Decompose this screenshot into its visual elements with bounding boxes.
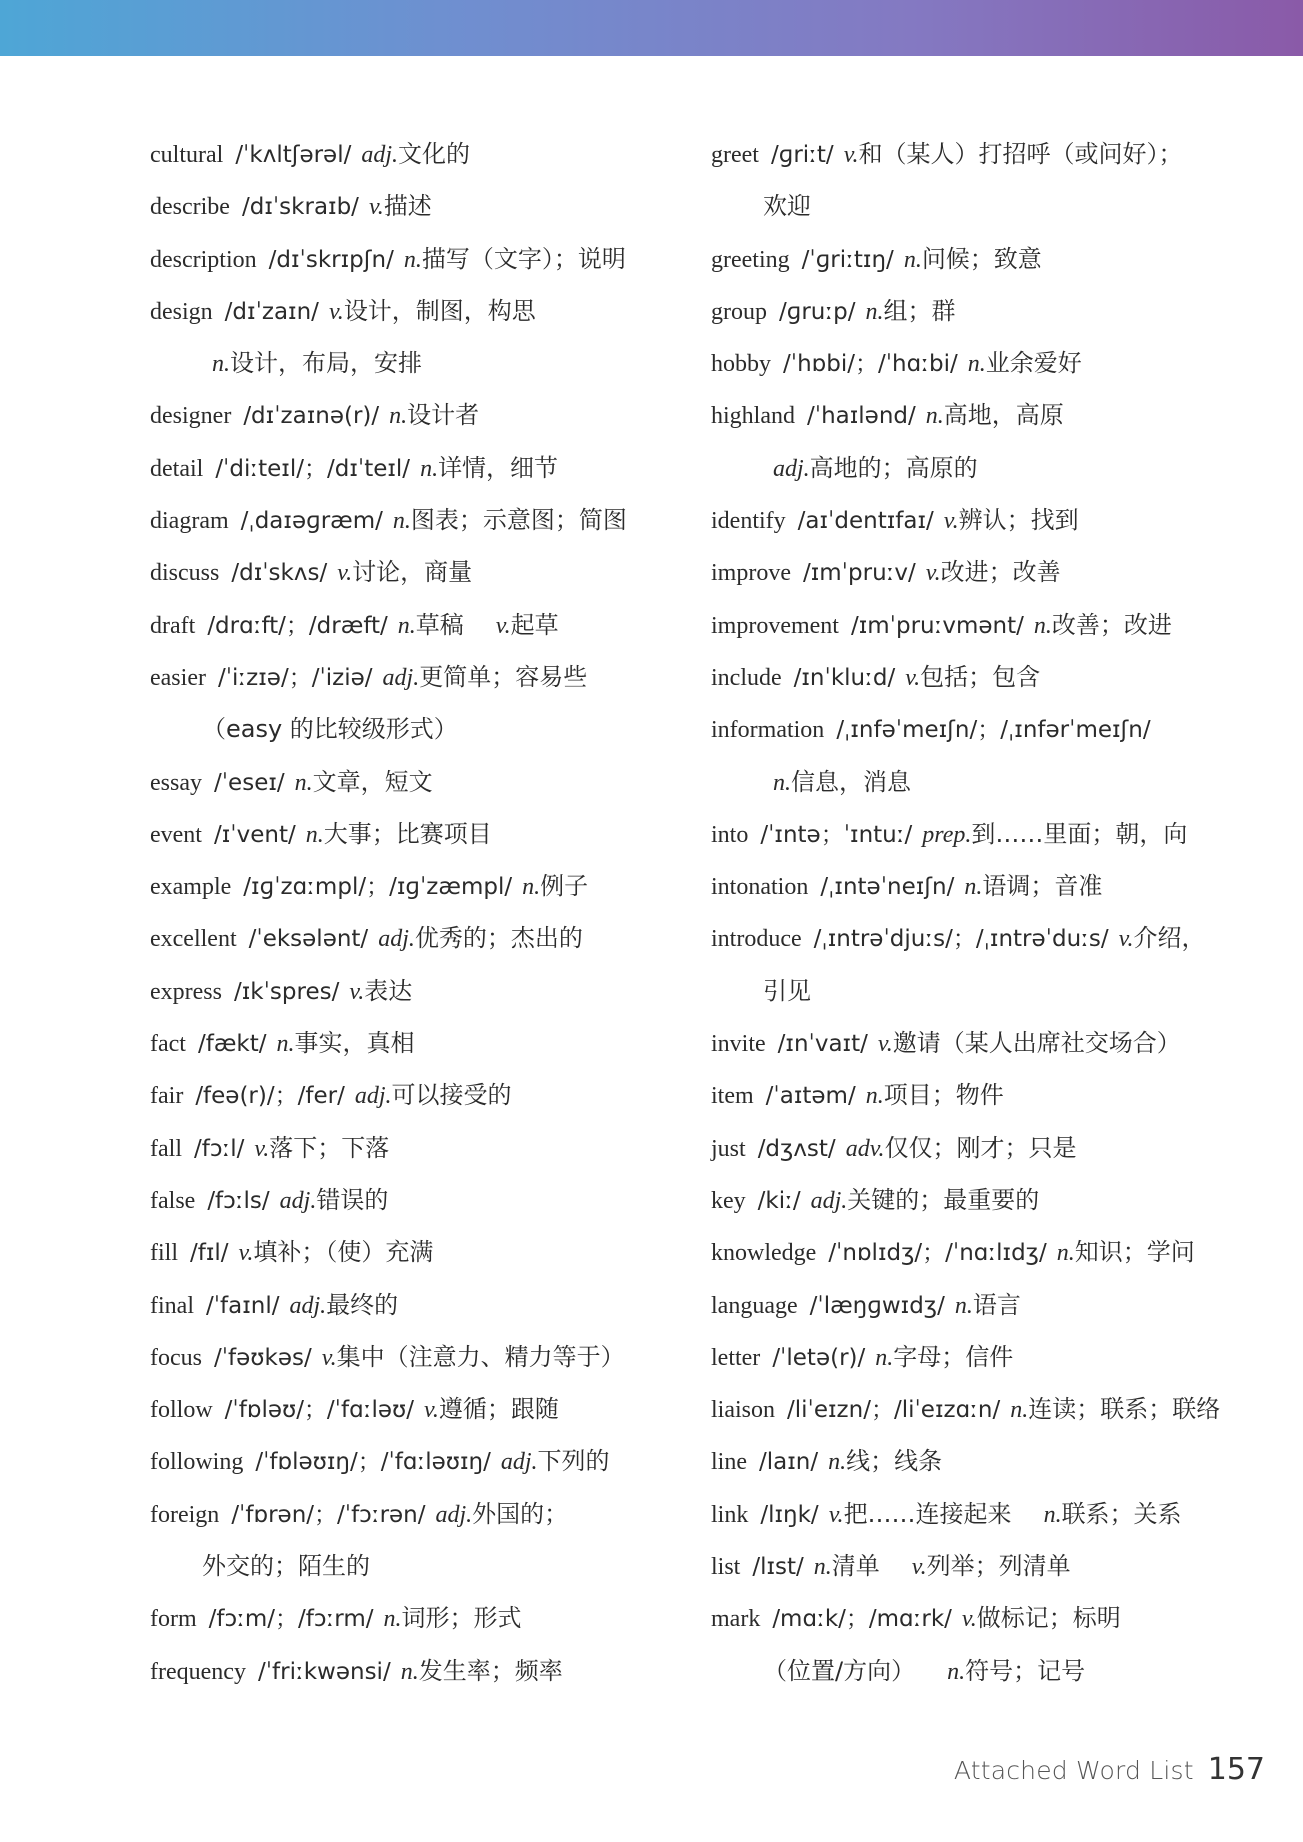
word-entry [711,233,1271,285]
phonetic-transcription: /ˈfɒləʊ/；/ˈfɑːləʊ/ [224,1397,414,1424]
headword: frequency [150,1658,246,1685]
part-of-speech: n. [1056,1240,1075,1267]
phonetic-transcription: /ˌɪntrəˈdjuːs/；/ˌɪntrəˈduːs/ [813,926,1109,953]
part-of-speech: n. [276,1031,295,1058]
word-entry [150,912,690,964]
chinese-gloss: 讨论，商量 [352,558,473,587]
chinese-gloss: 优秀的；杰出的 [414,924,583,953]
phonetic-transcription: /ˈdiːteɪl/；/dɪˈteɪl/ [215,455,411,482]
headword: hobby [711,351,771,378]
part-of-speech: v. [328,298,344,325]
word-entry [711,808,1271,860]
word-entry [150,1331,690,1383]
part-of-speech: adj. [382,664,420,691]
phonetic-transcription: /ˈfriːkwənsi/ [257,1658,391,1685]
chinese-gloss: 文化的 [398,140,471,168]
phonetic-transcription: /dɪˈskrɪpʃn/ [268,246,394,273]
chinese-gloss: 遵循；跟随 [438,1395,559,1424]
phonetic-transcription: /ɪnˈkluːd/ [793,664,896,691]
word-entry [150,808,690,860]
part-of-speech: adj. [435,1501,473,1528]
chinese-gloss: 和（某人）打招呼（或问好）； [858,140,1183,168]
entry-continuation-line [150,703,690,755]
word-entry [150,1174,690,1226]
chinese-gloss: 引见 [763,976,811,1005]
part-of-speech: adj. [500,1449,538,1476]
page-number: 157 [1207,1752,1265,1787]
page-footer [954,1752,1265,1787]
chinese-gloss: 最终的 [326,1290,399,1319]
word-entry [711,337,1271,389]
entry-continuation-line [711,180,1271,232]
phonetic-transcription: /fɔːm/；/fɔːrm/ [208,1606,374,1633]
headword: invite [711,1031,766,1058]
chinese-gloss: 发生率；频率 [418,1656,563,1685]
chinese-gloss: 设计，制图，构思 [343,296,536,325]
word-entry [150,233,690,285]
word-entry [711,1122,1271,1174]
chinese-gloss: 表达 [364,976,413,1005]
part-of-speech: n. [294,769,313,796]
phonetic-transcription: /ɪmˈpruːv/ [802,560,916,587]
part-of-speech: adj. [810,1187,848,1214]
word-entry [150,285,690,337]
word-entry [150,1435,690,1487]
part-of-speech: v. [238,1240,254,1267]
part-of-speech: v. [843,142,859,168]
phonetic-transcription: /ˈiːzɪə/；/ˈiziə/ [217,664,373,691]
phonetic-transcription: /ˌɪnfəˈmeɪʃn/；/ˌɪnfərˈmeɪʃn/ [836,717,1151,744]
phonetic-transcription: /mɑːk/；/mɑːrk/ [772,1606,952,1633]
entry-continuation-line [150,1540,690,1592]
phonetic-transcription: /ˈɡriːtɪŋ/ [801,246,894,273]
part-of-speech: v. [905,664,921,691]
phonetic-transcription: /dɪˈskʌs/ [231,560,328,587]
chinese-gloss: 仅仅；刚才；只是 [884,1133,1077,1162]
chinese-gloss: 词形；形式 [401,1604,522,1633]
headword: mark [711,1606,761,1633]
word-entry [150,1279,690,1331]
word-entry [150,1069,690,1121]
word-entry [150,546,690,598]
phonetic-transcription: /laɪn/ [759,1449,819,1476]
part-of-speech: v. [349,978,365,1005]
part-of-speech: v. [828,1501,844,1528]
part-of-speech: v. [254,1135,270,1162]
headword: example [150,874,232,901]
phonetic-transcription: /ˌɪntəˈneɪʃn/ [820,874,955,901]
part-of-speech: n. [954,1292,973,1319]
phonetic-transcription: /ˈhaɪlənd/ [807,403,916,430]
chinese-gloss: 事实，真相 [294,1029,415,1058]
part-of-speech: adj. [378,926,415,953]
word-entry [150,1122,690,1174]
headword: link [711,1501,749,1528]
chinese-gloss: （位置/方向） [763,1656,916,1685]
headword: fall [150,1135,182,1162]
word-entry [150,1488,690,1540]
part-of-speech-2: n. [1043,1501,1062,1528]
headword: group [711,298,767,325]
headword: diagram [150,508,229,535]
chinese-gloss: 详情，细节 [438,453,559,482]
part-of-speech: n. [925,403,944,430]
chinese-gloss: 更简单；容易些 [419,662,588,691]
word-entry [711,703,1271,755]
chinese-gloss: 包括；包含 [920,662,1041,691]
headword: designer [150,403,232,430]
word-list-right-column [711,128,1271,1697]
word-entry [711,1069,1271,1121]
phonetic-transcription: /ɪɡˈzɑːmpl/；/ɪɡˈzæmpl/ [243,874,513,901]
chinese-gloss: 欢迎 [763,192,811,221]
phonetic-transcription: /dɪˈzaɪnə(r)/ [243,403,380,430]
headword: describe [150,194,230,221]
headword: just [711,1135,746,1162]
chinese-gloss: 语调；音准 [982,872,1103,901]
phonetic-transcription: /aɪˈdentɪfaɪ/ [797,508,934,535]
chinese-gloss: 改进；改善 [940,558,1061,587]
headword: cultural [150,142,224,168]
chinese-gloss: 集中（注意力、精力等于） [336,1342,625,1371]
word-entry [711,285,1271,337]
chinese-gloss: 知识；学问 [1074,1238,1195,1267]
headword: line [711,1449,747,1476]
phonetic-transcription: /ɪmˈpruːvmənt/ [850,612,1024,639]
word-entry [150,756,690,808]
part-of-speech: v. [877,1031,893,1058]
chinese-gloss: 外交的；陌生的 [202,1552,370,1581]
part-of-speech: v. [423,1397,439,1424]
part-of-speech: v. [961,1606,977,1633]
word-entry [711,1383,1271,1435]
headword: excellent [150,926,237,953]
headword: event [150,821,202,848]
header-gradient-band [0,0,1303,56]
part-of-speech: n. [383,1606,402,1633]
phonetic-transcription: /ˈnɒlɪdʒ/；/ˈnɑːlɪdʒ/ [828,1240,1047,1267]
headword: fair [150,1083,184,1110]
part-of-speech: n. [305,821,324,848]
headword: design [150,298,213,325]
entry-continuation-line [711,756,1271,808]
chinese-gloss: 可以接受的 [391,1081,512,1110]
part-of-speech: adj. [361,142,399,168]
part-of-speech: n. [865,298,884,325]
headword: list [711,1554,741,1581]
word-entry [711,546,1271,598]
headword: intonation [711,874,809,901]
phonetic-transcription: /ˈfɒrən/；/ˈfɔːrən/ [231,1501,426,1528]
chinese-gloss: 问候；致意 [921,244,1042,273]
part-of-speech-2: n. [947,1658,966,1685]
word-entry [711,1592,1271,1644]
headword: false [150,1187,196,1214]
headword: description [150,246,257,273]
word-entry [711,912,1271,964]
phonetic-transcription: /dɪˈskraɪb/ [241,194,359,221]
word-entry [711,1174,1271,1226]
chinese-gloss: 落下；下落 [269,1133,390,1162]
headword: fill [150,1240,178,1267]
phonetic-transcription: /ˈletə(r)/ [772,1344,866,1371]
chinese-gloss: 例子 [540,872,589,901]
headword: information [711,717,825,744]
word-entry [711,1435,1271,1487]
part-of-speech: n. [828,1449,847,1476]
part-of-speech: v. [321,1344,337,1371]
word-entry [150,494,690,546]
phonetic-transcription: /ˈaɪtəm/ [765,1083,856,1110]
part-of-speech: adj. [279,1187,317,1214]
headword: greeting [711,246,790,273]
phonetic-transcription: /kiː/ [757,1187,801,1214]
part-of-speech: n. [400,1658,419,1685]
chinese-gloss: 设计，布局，安排 [230,349,422,378]
word-entry [711,1279,1271,1331]
entry-continuation-line [150,337,690,389]
word-entry [150,1017,690,1069]
part-of-speech: n. [903,246,922,273]
headword: fact [150,1031,186,1058]
headword: knowledge [711,1240,817,1267]
word-entry [711,1488,1271,1540]
phonetic-transcription: /dʒʌst/ [757,1135,836,1162]
chinese-gloss: 下列的 [537,1447,610,1476]
part-of-speech: n. [964,874,983,901]
part-of-speech: v. [943,508,959,535]
part-of-speech: v. [368,194,384,221]
phonetic-transcription: /ˈlæŋɡwɪdʒ/ [809,1292,945,1319]
headword: item [711,1083,754,1110]
word-entry [711,1331,1271,1383]
entry-continuation-line [711,1645,1271,1697]
chinese-gloss-2: 列举；列清单 [926,1552,1071,1581]
chinese-gloss-2: 起草 [510,610,559,639]
chinese-gloss: 连读；联系；联络 [1028,1395,1221,1424]
chinese-gloss: 把……连接起来 [843,1499,1012,1528]
chinese-gloss: 到……里面；朝，向 [971,819,1188,848]
phonetic-transcription: /ɡruːp/ [779,298,856,325]
chinese-gloss: 信息，消息 [791,767,911,796]
headword: language [711,1292,798,1319]
phonetic-transcription: /ɪkˈspres/ [233,978,340,1005]
chinese-gloss-2: 联系；关系 [1061,1499,1182,1528]
phonetic-transcription: /ˈhɒbi/；/ˈhɑːbi/ [783,351,958,378]
chinese-gloss: 项目；物件 [883,1081,1004,1110]
chinese-gloss: 邀请（某人出席社交场合） [892,1029,1181,1058]
word-list-left-column [150,128,690,1697]
word-entry [150,1383,690,1435]
part-of-speech: n. [875,1344,894,1371]
part-of-speech: n. [1033,612,1052,639]
word-entry [711,389,1271,441]
phonetic-transcription: /ɡriːt/ [770,142,834,168]
chinese-gloss: 做标记；标明 [976,1604,1121,1633]
footer-title: Attached Word List [953,1756,1194,1785]
headword: focus [150,1344,202,1371]
phonetic-transcription: /ˈeseɪ/ [213,769,285,796]
word-entry [711,1017,1271,1069]
part-of-speech: adj. [354,1083,392,1110]
chinese-gloss: 高地，高原 [943,401,1064,430]
part-of-speech: n. [403,246,422,273]
headword: following [150,1449,244,1476]
headword: essay [150,769,202,796]
headword: include [711,664,782,691]
phonetic-transcription: /ˌdaɪəɡræm/ [240,508,383,535]
headword: introduce [711,926,802,953]
part-of-speech-2: v. [495,612,511,639]
headword: draft [150,612,196,639]
phonetic-transcription: /ˈfɒləʊɪŋ/；/ˈfɑːləʊɪŋ/ [255,1449,491,1476]
headword: final [150,1292,194,1319]
headword: easier [150,664,206,691]
word-entry [150,1592,690,1644]
chinese-gloss: 语言 [972,1290,1021,1319]
phonetic-transcription: /ˈɪntə；ˈɪntuː/ [760,821,913,848]
headword: discuss [150,560,220,587]
chinese-gloss: 业余爱好 [985,349,1082,378]
headword: key [711,1187,746,1214]
headword: into [711,821,749,848]
headword: highland [711,403,795,430]
chinese-gloss: 描写（文字）；说明 [421,244,626,273]
phonetic-transcription: /dɪˈzaɪn/ [224,298,319,325]
chinese-gloss: 改善；改进 [1051,610,1172,639]
part-of-speech: n. [392,508,411,535]
part-of-speech: n. [813,1554,832,1581]
chinese-gloss: 草稿 [415,610,464,639]
chinese-gloss: 高地的；高原的 [809,453,978,482]
chinese-gloss-2: 符号；记号 [965,1656,1086,1685]
phonetic-transcription: /fɔːl/ [193,1135,245,1162]
phonetic-transcription: /lɪst/ [752,1554,804,1581]
word-entry [150,442,690,494]
word-entry [150,860,690,912]
phonetic-transcription: /liˈeɪzn/；/liˈeɪzɑːn/ [787,1397,1001,1424]
chinese-gloss: （easy 的比较级形式） [202,715,458,744]
word-entry [150,180,690,232]
chinese-gloss: 辨认；找到 [958,506,1079,535]
headword: liaison [711,1397,775,1424]
phonetic-transcription: /ˈfaɪnl/ [205,1292,280,1319]
chinese-gloss: 文章，短文 [312,767,433,796]
word-entry [711,1540,1271,1592]
headword: detail [150,455,204,482]
headword: improve [711,560,791,587]
part-of-speech: adv. [845,1135,885,1162]
part-of-speech: n. [967,351,986,378]
part-of-speech: adj. [773,455,810,482]
part-of-speech-2: v. [911,1554,927,1581]
part-of-speech: n. [522,874,541,901]
headword: follow [150,1397,213,1424]
headword: letter [711,1344,761,1371]
word-entry [711,860,1271,912]
word-entry [711,599,1271,651]
chinese-gloss: 设计者 [407,401,480,430]
phonetic-transcription: /ˈeksələnt/ [248,926,369,953]
chinese-gloss: 介绍， [1133,924,1206,953]
phonetic-transcription: /fækt/ [197,1031,267,1058]
part-of-speech: n. [389,403,408,430]
word-entry [150,389,690,441]
headword: identify [711,508,786,535]
part-of-speech: n. [397,612,416,639]
word-entry [150,1226,690,1278]
part-of-speech: v. [925,560,941,587]
part-of-speech: n. [773,769,791,796]
word-entry [150,651,690,703]
phonetic-transcription: /fɔːls/ [207,1187,270,1214]
headword: greet [711,142,759,168]
phonetic-transcription: /ˈfəʊkəs/ [213,1344,312,1371]
part-of-speech: v. [1118,926,1134,953]
headword: improvement [711,612,839,639]
entry-continuation-line [711,442,1271,494]
part-of-speech: v. [337,560,353,587]
phonetic-transcription: /ˈkʌltʃərəl/ [235,142,352,168]
chinese-gloss: 描述 [383,192,432,221]
word-entry [150,599,690,651]
word-entry [150,1645,690,1697]
part-of-speech: n. [1010,1397,1029,1424]
chinese-gloss: 填补；（使）充满 [253,1238,434,1267]
word-entry [150,965,690,1017]
word-entry [711,651,1271,703]
chinese-gloss: 组；群 [883,296,956,325]
headword: form [150,1606,197,1633]
word-entry [711,494,1271,546]
word-entry [711,1226,1271,1278]
headword: foreign [150,1501,220,1528]
chinese-gloss: 大事；比赛项目 [323,819,492,848]
entry-continuation-line [711,965,1271,1017]
phonetic-transcription: /drɑːft/；/dræft/ [207,612,388,639]
part-of-speech: n. [212,351,230,378]
chinese-gloss: 清单 [831,1552,880,1581]
chinese-gloss: 字母；信件 [893,1342,1014,1371]
part-of-speech: n. [420,455,439,482]
part-of-speech: n. [865,1083,884,1110]
chinese-gloss: 关键的；最重要的 [847,1185,1040,1214]
word-entry [150,128,690,180]
part-of-speech: prep. [922,821,972,848]
headword: express [150,978,222,1005]
phonetic-transcription: /lɪŋk/ [760,1501,819,1528]
phonetic-transcription: /ɪˈvent/ [213,821,296,848]
phonetic-transcription: /fɪl/ [190,1240,229,1267]
chinese-gloss: 线；线条 [846,1447,943,1476]
chinese-gloss: 外国的； [472,1499,569,1528]
part-of-speech: adj. [289,1292,327,1319]
chinese-gloss: 图表；示意图；简图 [410,506,627,535]
phonetic-transcription: /ɪnˈvaɪt/ [777,1031,868,1058]
chinese-gloss: 错误的 [316,1185,389,1214]
word-entry [711,128,1271,180]
phonetic-transcription: /feə(r)/；/fer/ [195,1083,345,1110]
